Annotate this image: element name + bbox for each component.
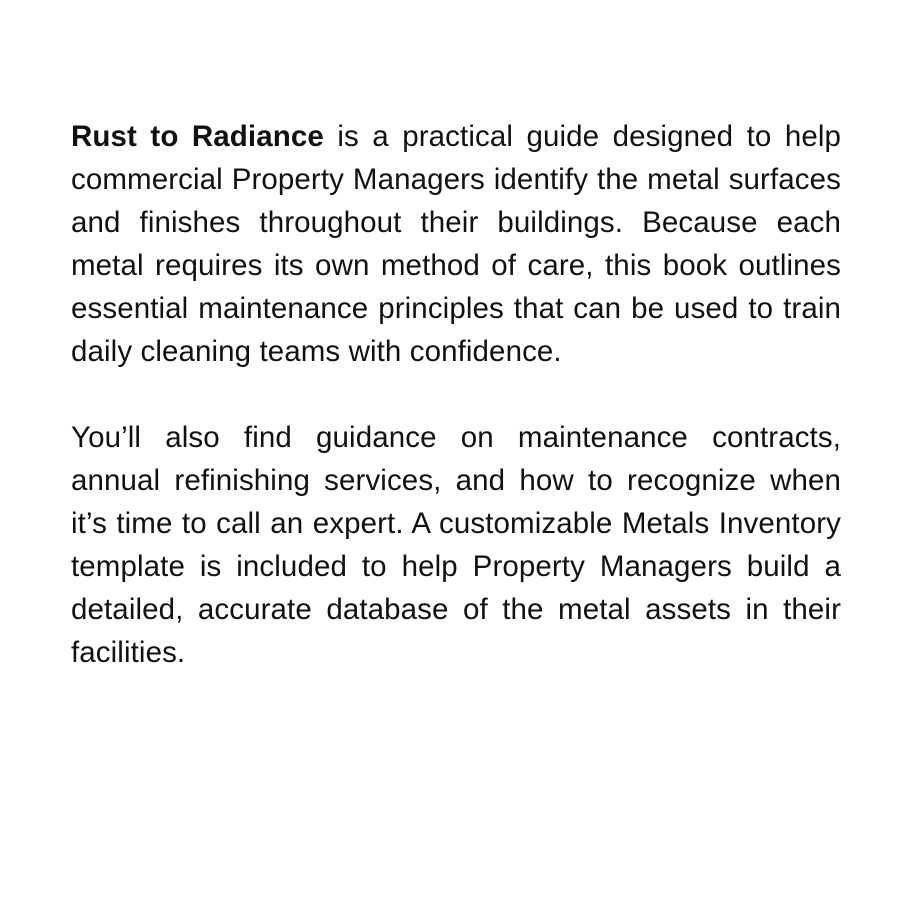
details-paragraph: You’ll also find guidance on maintenance contracts, annual refinishing services, and how to recognize when it’s time to call an expert. A customizable Metals Inventory template is included to help Property Managers build a detailed, accurate database of the metal assets in their facilities.	[71, 421, 841, 669]
intro-text: is a practical guide designed to help commercial Property Managers identify the metal surfaces and finishes throughout their buildings. Because each metal requires its own method of care, this book outlines essential maintenance principles that can be used to train daily cleaning teams with confidence.	[71, 120, 841, 368]
intro-paragraph	[71, 115, 841, 373]
book-title: Rust to Radiance	[71, 120, 324, 153]
book-description	[71, 115, 841, 674]
